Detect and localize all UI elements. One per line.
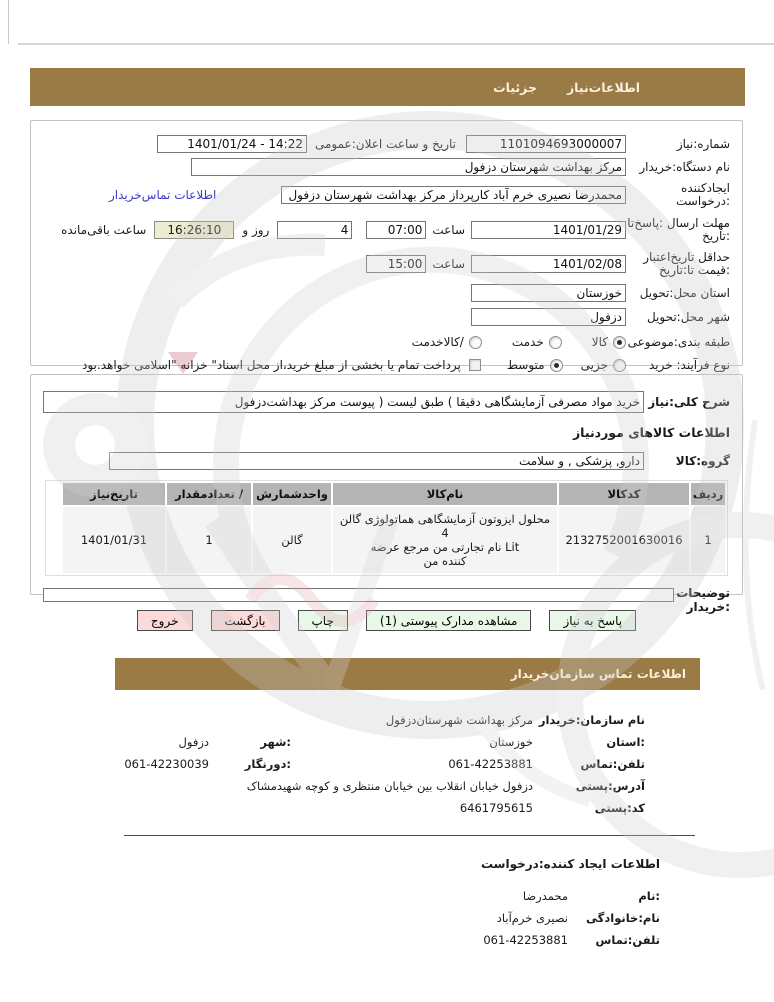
delivery-province-label: استان محل:تحویل bbox=[639, 285, 730, 300]
org-province-label: :استان bbox=[606, 735, 645, 749]
classification-label: طبقه بندی:موضوعی bbox=[627, 334, 730, 349]
creator-info-section bbox=[100, 857, 660, 954]
col-unit: واحدشمارش bbox=[253, 483, 331, 505]
cell-quantity: 1 bbox=[167, 507, 251, 573]
back-button[interactable]: بازگشت bbox=[211, 610, 280, 631]
creator-phone-label: تلفن:تماس bbox=[595, 933, 660, 947]
items-section-title: اطلاعات کالاهای موردنیاز bbox=[572, 425, 730, 440]
menu-item-details[interactable]: جزئیات bbox=[493, 79, 537, 95]
buyer-org-input[interactable] bbox=[191, 158, 626, 176]
table-row bbox=[48, 507, 725, 573]
org-city-label: :شهر bbox=[260, 735, 291, 749]
announce-datetime-input[interactable] bbox=[157, 135, 307, 153]
buyer-org-label: نام دستگاه:خریدار bbox=[639, 159, 730, 174]
radio-service-label: خدمت bbox=[511, 335, 544, 349]
goods-group-label: گروه:کالا bbox=[675, 454, 730, 468]
delivery-city-label: شهر محل:تحویل bbox=[646, 309, 730, 324]
payment-note: پرداخت تمام یا بخشی از مبلغ خرید،از محل اسناد" خزانه "اسلامی خواهد.بود bbox=[82, 358, 461, 372]
action-buttons bbox=[30, 610, 743, 631]
items-table bbox=[45, 480, 728, 576]
radio-goods-label: کالا bbox=[591, 335, 608, 349]
org-postal-value: 6461795615 bbox=[459, 801, 533, 815]
radio-goods-service-label: /کالاخدمت bbox=[411, 335, 464, 349]
remaining-time-box: 16:26:10 bbox=[154, 221, 234, 239]
process-type-label: نوع فرآیند: خرید bbox=[649, 357, 730, 372]
page-edge-line bbox=[8, 0, 9, 44]
delivery-province-input[interactable] bbox=[471, 284, 626, 302]
items-table-header bbox=[48, 483, 725, 505]
org-city-value: دزفول bbox=[178, 735, 209, 749]
goods-group-input[interactable] bbox=[109, 452, 644, 470]
creator-phone-value: 061-42253881 bbox=[483, 933, 568, 947]
top-menubar bbox=[30, 68, 745, 106]
need-desc-label: شرح کلی:نیاز bbox=[648, 395, 730, 409]
org-name-label: نام سازمان:خریدار bbox=[538, 713, 645, 727]
col-quantity: / تعدادمقدار bbox=[167, 483, 251, 505]
org-contact-bar: اطلاعات تماس سازمان‌خریدار bbox=[115, 658, 700, 690]
buyer-contact-link[interactable]: اطلاعات تماس‌خریدار bbox=[109, 188, 217, 202]
cell-item-code: 2132752001630016 bbox=[559, 507, 689, 573]
request-creator-label: ایجادکننده :درخواست bbox=[676, 181, 730, 208]
delivery-city-input[interactable] bbox=[471, 308, 626, 326]
price-validity-label: حداقل تاریخ‌اعتبار :قیمت تا:تاریخ bbox=[643, 250, 730, 277]
top-divider-line bbox=[18, 43, 774, 45]
respond-button[interactable]: پاسخ به نیاز bbox=[549, 610, 636, 631]
cell-need-date: 1401/01/31 bbox=[63, 507, 165, 573]
buyer-notes-input[interactable] bbox=[43, 588, 674, 602]
creator-first-name-label: :نام bbox=[638, 889, 660, 903]
org-address-label: آدرس:پستی bbox=[575, 779, 645, 793]
days-input[interactable] bbox=[277, 221, 352, 239]
radio-service[interactable] bbox=[549, 336, 562, 349]
menu-item-need-info[interactable]: اطلاعات‌نیاز bbox=[566, 79, 640, 95]
reply-deadline-date-input[interactable] bbox=[471, 221, 626, 239]
need-number-input[interactable] bbox=[466, 135, 626, 153]
section-divider bbox=[124, 835, 695, 836]
col-item-name: نام‌کالا bbox=[333, 483, 557, 505]
col-row-no: ردیف bbox=[691, 483, 725, 505]
buyer-notes-label: توضیحات :خریدار bbox=[676, 586, 730, 614]
cell-item-name: محلول ایزوتون آزمایشگاهی هماتولوژی گالن 4 Lit نام تجارتی من مرجع عرضه کننده من bbox=[333, 507, 557, 573]
reply-deadline-time-input[interactable] bbox=[366, 221, 426, 239]
org-fax-label: :دورنگار bbox=[244, 757, 291, 771]
need-desc-input[interactable] bbox=[43, 391, 644, 413]
radio-medium[interactable] bbox=[550, 359, 563, 372]
cell-unit: گالن bbox=[253, 507, 331, 573]
price-validity-time-input[interactable] bbox=[366, 255, 426, 273]
announce-label: تاریخ و ساعت اعلان:عمومی bbox=[314, 137, 456, 151]
creator-info-title: اطلاعات ایجاد کننده:درخواست bbox=[480, 857, 660, 871]
org-postal-label: کد:پستی bbox=[594, 801, 645, 815]
remaining-label: ساعت باقی‌مانده bbox=[61, 223, 147, 237]
org-address-value: دزفول خیابان انقلاب بین خیابان منتظری و کوچه شهیدمشاک bbox=[246, 779, 533, 793]
need-number-label: شماره:نیاز bbox=[676, 136, 730, 151]
radio-medium-label: متوسط bbox=[506, 358, 545, 372]
radio-goods[interactable] bbox=[613, 336, 626, 349]
cell-row-no: 1 bbox=[691, 507, 725, 573]
radio-goods-service[interactable] bbox=[469, 336, 482, 349]
radio-partial[interactable] bbox=[613, 359, 626, 372]
deadline-hour-label: ساعت bbox=[432, 223, 465, 237]
col-item-code: کدکالا bbox=[559, 483, 689, 505]
need-info-panel bbox=[30, 120, 743, 372]
view-attachments-button[interactable]: مشاهده مدارک پیوستی (1) bbox=[366, 610, 532, 631]
validity-hour-label: ساعت bbox=[432, 257, 465, 271]
request-creator-input[interactable] bbox=[281, 186, 626, 204]
org-contact-section bbox=[33, 712, 645, 816]
org-province-value: خوزستان bbox=[489, 735, 533, 749]
need-items-panel bbox=[30, 374, 743, 614]
radio-partial-label: جزیی bbox=[580, 358, 608, 372]
org-name-value: مرکز بهداشت شهرستان‌دزفول bbox=[385, 713, 533, 727]
reply-deadline-label: مهلت ارسال :پاسخ‌تا :تاریخ bbox=[627, 216, 730, 243]
price-validity-date-input[interactable] bbox=[471, 255, 626, 273]
payment-checkbox[interactable] bbox=[469, 359, 481, 371]
exit-button[interactable]: خروج bbox=[137, 610, 193, 631]
org-fax-value: 061-42230039 bbox=[124, 757, 209, 771]
creator-last-name-value: نصیری خرم‌آباد bbox=[496, 911, 568, 925]
print-button[interactable]: چاپ bbox=[298, 610, 348, 631]
col-need-date: تاریخ‌نیاز bbox=[63, 483, 165, 505]
org-phone-label: تلفن:تماس bbox=[580, 757, 645, 771]
creator-last-name-label: نام:خانوادگی bbox=[586, 911, 660, 925]
days-label: روز و bbox=[242, 223, 270, 237]
creator-first-name-value: محمدرضا bbox=[522, 889, 568, 903]
org-phone-value: 061-42253881 bbox=[448, 757, 533, 771]
